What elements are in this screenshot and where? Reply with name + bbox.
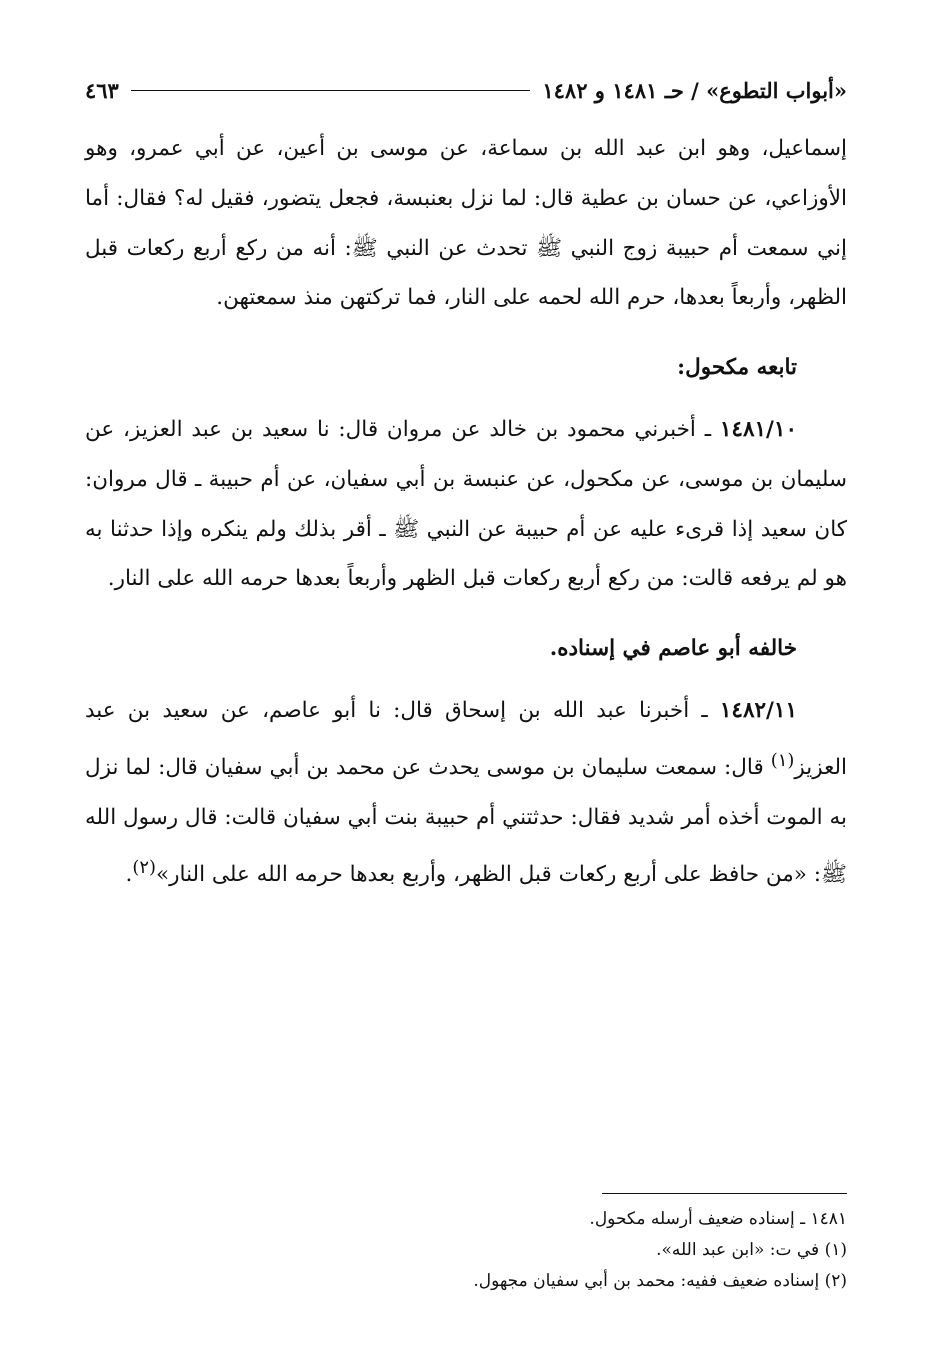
footnote-2: (٢) إسناده ضعيف ففيه: محمد بن أبي سفيان مجهول.	[473, 1271, 847, 1291]
hadith-1481	[85, 405, 847, 604]
section-heading-mutaba: تابعه مكحول:	[677, 355, 797, 381]
chapter-title: «أبواب التطوع» / حـ ١٤٨١ و ١٤٨٢	[542, 77, 847, 103]
book-page	[85, 60, 847, 1340]
footnote-ref-2: (٢)	[132, 856, 156, 878]
hadith-text-1482-part-b: قال: سمعت سليمان بن موسى يحدث عن محمد بن أبي سفيان قال: لما نزل به الموت أخذه أمر شديد فقال: حدثتني أم حبيبة بنت أبي سفيان قالت: قال رسول الله ﷺ: «من حافظ على أربع ركعات قبل الظهر، وأربع بعدها حرمه الله على النار»	[85, 754, 847, 887]
hadith-text-1481: ـ أخبرني محمود بن خالد عن مروان قال: نا سعيد بن عبد العزيز، عن سليمان بن موسى، عن مكحول، عن عنبسة بن أبي سفيان، عن أم حبيبة ـ قال مروان: كان سعيد إذا قرىء عليه عن أم حبيبة عن النبي ﷺ ـ أقر بذلك ولم ينكره وإذا حدثنا به هو لم يرفعه قالت: من ركع أربع ركعات قبل الظهر وأربعاً بعدها حرمه الله على النار.	[85, 416, 847, 592]
main-text	[85, 124, 847, 899]
paragraph-continuation: إسماعيل، وهو ابن عبد الله بن سماعة، عن موسى بن أعين، عن أبي عمرو، وهو الأوزاعي، عن حسان بن عطية قال: لما نزل بعنبسة، فجعل يتضور، فقيل له؟ فقال: أما إني سمعت أم حبيبة زوج النبي ﷺ تحدث عن النبي ﷺ: أنه من ركع أربع ركعات قبل الظهر، وأربعاً بعدها، حرم الله لحمه على النار، فما تركتهن منذ سمعتهن.	[85, 136, 847, 311]
footnote-1: (١) في ت: «ابن عبد الله».	[656, 1240, 847, 1260]
footnote-rule	[602, 1193, 847, 1194]
section-heading-khalafa: خالفه أبو عاصم في إسناده.	[549, 636, 797, 662]
hadith-1482	[85, 686, 847, 900]
running-head	[85, 72, 847, 108]
hadith-text-1482-part-a: ـ أخبرنا عبد الله بن إسحاق قال: نا أبو عاصم، عن سعيد بن عبد العزيز	[85, 697, 847, 780]
header-rule	[131, 90, 531, 91]
hadith-number-1482: ١٤٨٢/١١	[719, 697, 797, 723]
hadith-end-mark: .	[125, 861, 133, 887]
hadith-number-1481: ١٤٨١/١٠	[719, 416, 797, 442]
footnote-1481: ١٤٨١ ـ إسناده ضعيف أرسله مكحول.	[589, 1209, 847, 1229]
footnote-ref-1: (١)	[770, 749, 795, 771]
page-number: ٤٦٣	[85, 77, 119, 103]
footnotes	[85, 1193, 847, 1297]
